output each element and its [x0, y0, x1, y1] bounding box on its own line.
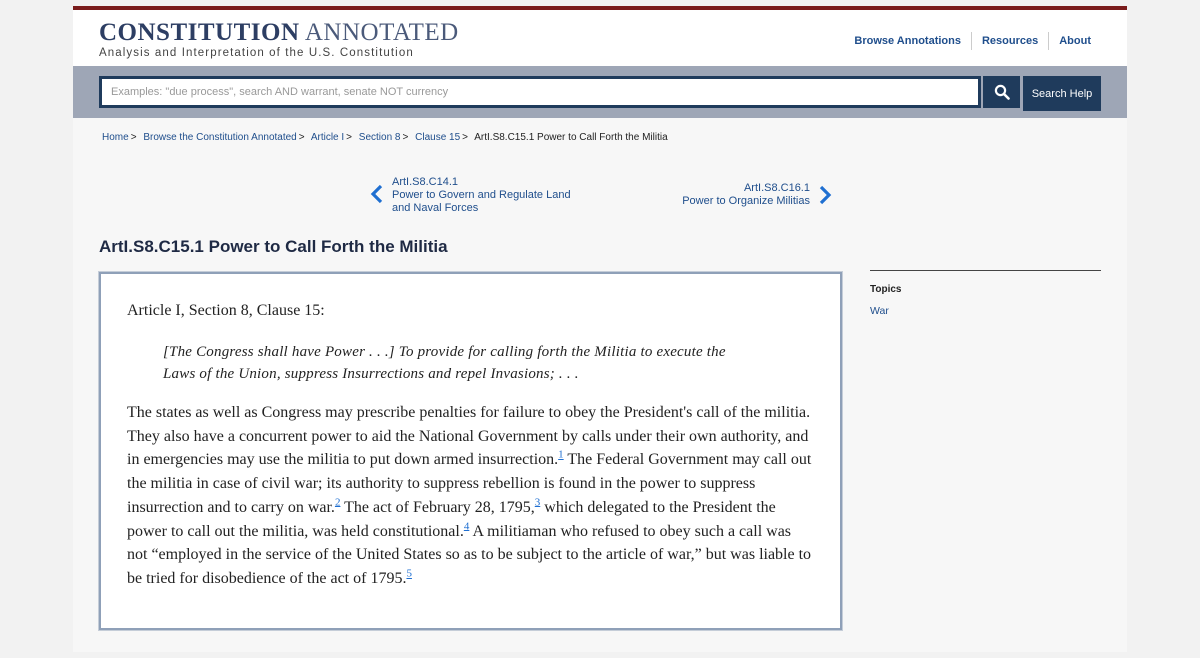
- breadcrumb-clause[interactable]: Clause 15: [415, 132, 461, 143]
- search-icon: [994, 84, 1010, 100]
- previous-section-title-line2: and Naval Forces: [392, 202, 479, 214]
- breadcrumb-browse[interactable]: Browse the Constitution Annotated: [143, 132, 297, 143]
- breadcrumb-current: ArtI.S8.C15.1 Power to Call Forth the Militia: [474, 132, 668, 143]
- nav-browse-annotations[interactable]: Browse Annotations: [854, 35, 961, 47]
- breadcrumb-separator: >: [462, 132, 468, 143]
- search-input[interactable]: [99, 76, 981, 108]
- top-navigation: [844, 32, 1101, 50]
- breadcrumb: [102, 132, 668, 143]
- breadcrumb-separator: >: [402, 132, 409, 143]
- quote-line-2: Laws of the Union, suppress Insurrections and repel Invasions; . . .: [163, 366, 579, 382]
- search-bar: [73, 66, 1127, 118]
- clause-heading: Article I, Section 8, Clause 15:: [127, 302, 325, 319]
- footnote-link-3[interactable]: 3: [534, 496, 541, 509]
- logo-title: [99, 20, 459, 45]
- annotation-paragraph: [127, 401, 812, 591]
- logo-title-part1: CONSTITUTION: [99, 19, 300, 46]
- previous-section-link[interactable]: [370, 176, 571, 215]
- chevron-right-icon: [818, 185, 832, 205]
- previous-section-text: [392, 176, 571, 215]
- annotation-content: [99, 272, 842, 630]
- nav-about[interactable]: About: [1059, 35, 1091, 47]
- breadcrumb-separator: >: [346, 132, 353, 143]
- previous-section-code: ArtI.S8.C14.1: [392, 176, 459, 188]
- previous-section-title-line1: Power to Govern and Regulate Land: [392, 189, 571, 201]
- page-container: [73, 6, 1127, 652]
- next-section-title: Power to Organize Militias: [682, 195, 810, 207]
- paragraph-segment: which delegated to the President the power to call out the militia, was held constitutional.: [127, 498, 776, 540]
- logo-title-part2: ANNOTATED: [299, 19, 459, 46]
- search-help-button[interactable]: Search Help: [1023, 76, 1101, 111]
- paragraph-segment: The Federal Government may call out the militia in case of civil war; its authority to suppress rebellion is found in the power to suppress insurrection and to carry on war.: [127, 451, 812, 516]
- search-button[interactable]: [983, 76, 1020, 108]
- footnote-link-4[interactable]: 4: [463, 520, 470, 533]
- breadcrumb-home[interactable]: Home: [102, 132, 129, 143]
- next-section-text: [682, 182, 810, 208]
- site-logo[interactable]: [99, 20, 459, 59]
- breadcrumb-separator: >: [130, 132, 137, 143]
- breadcrumb-article[interactable]: Article I: [310, 132, 345, 143]
- topics-heading: Topics: [870, 284, 902, 295]
- paragraph-segment: The states as well as Congress may prescribe penalties for failure to obey the President's call of the militia. They also have a concurrent power to aid the National Government by calls under their own authority, and in emergencies may use the militia to put down armed insurrection.: [127, 404, 811, 469]
- paragraph-segment: The act of February 28, 1795,: [340, 498, 535, 516]
- quote-line-1: [The Congress shall have Power . . .] To provide for calling forth the Militia to execute the: [163, 344, 726, 360]
- nav-resources[interactable]: Resources: [981, 35, 1039, 47]
- logo-subtitle: Analysis and Interpretation of the U.S. Constitution: [99, 47, 414, 59]
- breadcrumb-section[interactable]: Section 8: [358, 132, 401, 143]
- footnote-link-2[interactable]: 2: [334, 496, 341, 509]
- page-title: ArtI.S8.C15.1 Power to Call Forth the Militia: [99, 237, 448, 256]
- topic-link-war[interactable]: War: [870, 305, 889, 317]
- paragraph-segment: A militiaman who refused to obey such a call was not “employed in the service of the United States so as to be subject to the article of war,” but was liable to be tried for disobedience of the act of 1795.: [127, 522, 812, 587]
- topics-sidebar: [870, 270, 1101, 317]
- site-header: [73, 10, 1127, 70]
- next-section-link[interactable]: [682, 182, 832, 208]
- chevron-left-icon: [370, 184, 384, 204]
- breadcrumb-separator: >: [298, 132, 305, 143]
- sidebar-divider: [870, 270, 1101, 271]
- next-section-code: ArtI.S8.C16.1: [743, 182, 810, 194]
- footnote-link-5[interactable]: 5: [406, 567, 412, 580]
- footnote-link-1[interactable]: 1: [558, 449, 564, 462]
- constitution-quote: [163, 341, 812, 385]
